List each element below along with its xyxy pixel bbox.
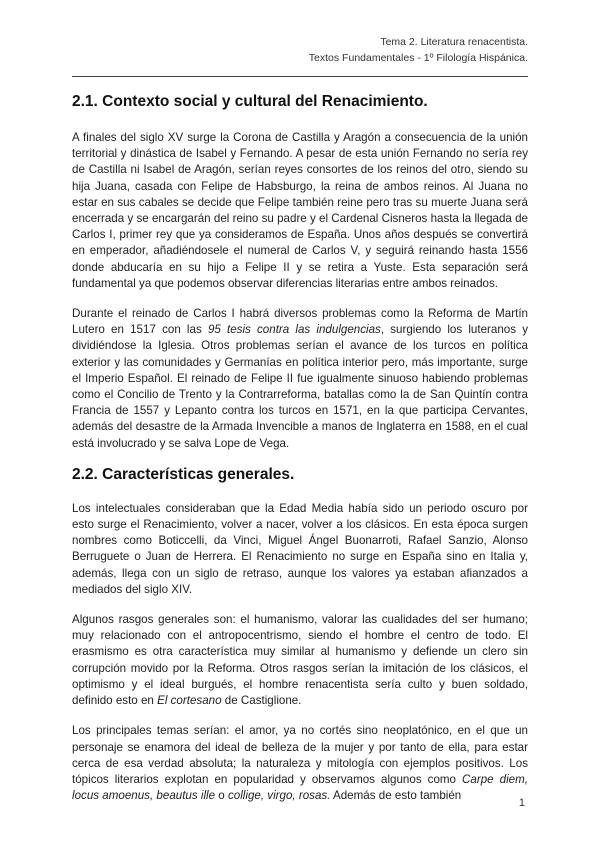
italic-title-el-cortesano: El cortesano: [157, 694, 222, 708]
running-header: [309, 35, 528, 66]
section-2-paragraph-2: [72, 612, 528, 709]
text-run: o: [215, 789, 228, 803]
text-run: Durante el reinado de Carlos I habrá diversos problemas como la Reforma de Martín Lutero en 1517 con las: [72, 307, 528, 337]
section-1-paragraph-2: [72, 306, 528, 452]
text-run: Algunos rasgos generales son: el humanismo, valorar las cualidades del ser humano; muy relacionado con el antropocentrismo, siendo el hombre el centro de todo. El erasmismo es otra característica muy similar al humanismo y defiende un clero sin corrupción movido por la Reforma. Otros rasgos serían la imitación de los clásicos, el optimismo y el ideal burgués, el hombre renacentista sería culto y buen soldado, definido esto en: [72, 613, 528, 708]
section-2-paragraph-1: Los intelectuales consideraban que la Edad Media había sido un periodo oscuro por esto surge el Renacimiento, volver a nacer, volver a los clásicos. En esta época surgen nombres como Boticcelli, da Vinci, Miguel Ángel Buonarroti, Rafael Sanzio, Alonso Berruguete o Juan de Herrera. El Renacimiento no surge en España sino en Italia y, además, llega con un siglo de retraso, aunque los valores ya estaban afianzados a mediados del siglo XIV.: [72, 501, 528, 596]
text-run: Además de esto también: [330, 789, 462, 803]
italic-topoi-1: Carpe diem, locus amoenus, beautus ille: [72, 772, 528, 803]
section-1-paragraph-1: A finales del siglo XV surge la Corona de Castilla y Aragón a consecuencia de la unión territorial y dinástica de Isabel y Fernando. A pesar de esta unión Fernando no sería rey de Castilla ni Isabel de Aragón, serían reyes consortes de los reinos del otro, siendo su hija Juana, casada con Felipe de Habsburgo, la reina de ambos reinos. Al Juana no estar en sus cabales se decide que Felipe también reine pero tras su muerte Juana será encerrada y se encargarán del reino su padre y el Cardenal Cisneros hasta la llegada de Carlos I, primer rey que ya consideramos de España. Unos años después se convertirá en emperador, añadiéndosele el numeral de Carlos V, y seguirá reinando hasta 1556 donde abducaría en su hijo a Felipe II y se retira a Yuste. Esta separación será fundamental ya que podemos observar diferencias literarias entre ambos reinados.: [72, 131, 528, 290]
section-2-heading: 2.2. Características generales.: [72, 465, 295, 483]
text-run: , surgiendo los luteranos y dividiéndose la Iglesia. Otros problemas serían el avance de los turcos en política exterior y las comunidades y Germanías en política interior pero, más importante, surge el Imperio Español. El reinado de Felipe II fue igualmente sinuoso habiendo problemas como el Concilio de Trento y la Contrarreforma, batallas como la de San Quintín contra Francia de 1557 y Lepanto contra los turcos en 1571, en la que participa Cervantes, además del desastre de la Armada Invencible a manos de Inglaterra en 1588, en el cual está involucrado y se salva Lope de Vega.: [72, 323, 528, 450]
page-number: 1: [518, 797, 525, 809]
text-run: de Castiglione.: [221, 694, 302, 708]
italic-title-95-tesis: 95 tesis contra las indulgencias: [207, 323, 381, 337]
italic-topoi-2: collige, virgo, rosas.: [227, 789, 331, 803]
text-run: Los principales temas serían: el amor, ya no cortés sino neoplatónico, en el que un personaje se enamora del ideal de belleza de la mujer y por tanto de ella, para estar cerca de esa verdad absoluta; la naturaleza y mitología con ejemplos positivos. Los tópicos literarios explotan en popularidad y observamos algunos como: [72, 724, 528, 786]
header-course-name: Textos Fundamentales - 1º Filología Hispánica.: [308, 51, 528, 64]
section-2-paragraph-3: [72, 723, 528, 804]
header-divider: [72, 76, 528, 77]
section-1-heading: 2.1. Contexto social y cultural del Renacimiento.: [72, 93, 428, 110]
header-course-topic: Tema 2. Literatura renacentista.: [380, 36, 528, 48]
page-body: [72, 88, 528, 818]
